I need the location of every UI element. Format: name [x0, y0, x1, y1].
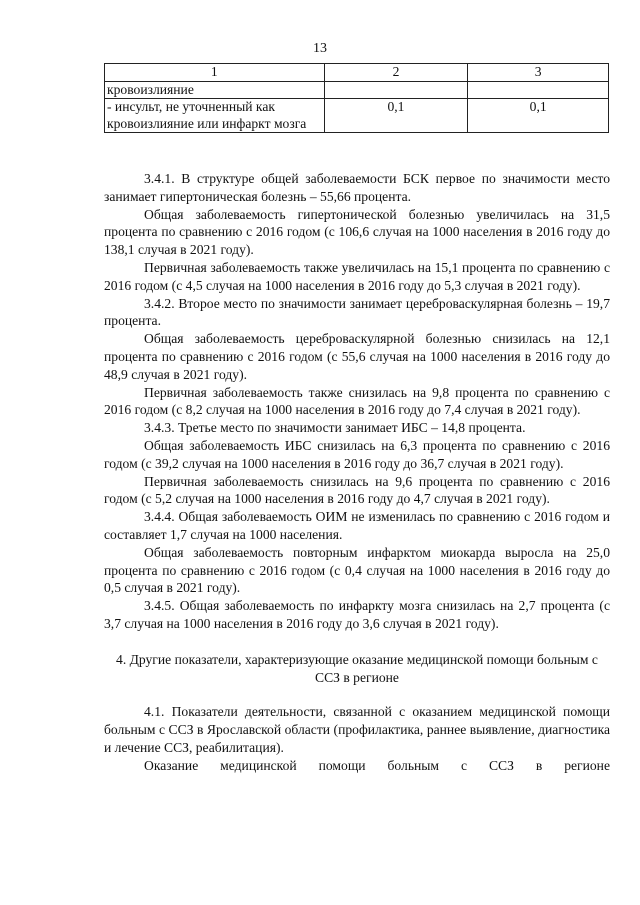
table-header-cell: 2: [324, 64, 468, 82]
table-header-cell: 3: [468, 64, 609, 82]
paragraph: 3.4.5. Общая заболеваемость по инфаркту мозга снизилась на 2,7 процента (с 3,7 случая на 1000 населения в 2016 году до 3,6 случая в 2021 году).: [104, 598, 610, 631]
continued-table: [104, 63, 609, 133]
section-heading: 4. Другие показатели, характеризующие оказание медицинской помощи больным с ССЗ в регионе: [116, 651, 598, 685]
table-cell: кровоизлияние: [105, 81, 325, 99]
paragraph: 3.4.3. Третье место по значимости занимает ИБС – 14,8 процента.: [144, 420, 526, 436]
paragraph: Общая заболеваемость гипертонической болезнью увеличилась на 31,5 процента по сравнению с 2016 годом (с 106,6 случая на 1000 населения в 2016 году до 138,1 случая в 2021 году).: [104, 206, 610, 258]
paragraph: Общая заболеваемость ИБС снизилась на 6,3 процента по сравнению с 2016 годом (с 39,2 случая на 1000 населения в 2016 году до 36,7 случая в 2021 году).: [104, 437, 610, 471]
table-header-cell: 1: [105, 64, 325, 82]
paragraph: Общая заболеваемость повторным инфарктом миокарда выросла на 25,0 процента по сравнению с 2016 годом (с 0,4 случая на 1000 населения в 2016 году до 0,5 случая в 2021 году).: [104, 544, 610, 596]
table-header-row: [105, 64, 609, 82]
paragraph: 4.1. Показатели деятельности, связанной с оказанием медицинской помощи больным с ССЗ в Ярославской области (профилактика, раннее выявление, диагностика и лечение ССЗ, реабилитация).: [104, 704, 610, 755]
paragraph: Первичная заболеваемость также снизилась на 9,8 процента по сравнению с 2016 годом (с 8,2 случая на 1000 населения в 2016 году до 7,4 случая в 2021 году).: [104, 384, 610, 418]
table-cell: 0,1: [468, 99, 609, 133]
paragraph: Первичная заболеваемость также увеличилась на 15,1 процента по сравнению с 2016 годом (с 4,5 случая на 1000 населения в 2016 году до 5,3 случая в 2021 году).: [104, 259, 610, 293]
paragraph: 3.4.2. Второе место по значимости занимает цереброваскулярная болезнь – 19,7 процента.: [104, 295, 610, 329]
table-row: [105, 81, 609, 99]
paragraph: Общая заболеваемость цереброваскулярной болезнью снизилась на 12,1 процента по сравнению с 2016 годом (с 55,6 случая на 1000 населения в 2016 году до 48,9 случая в 2021 году).: [104, 331, 610, 382]
paragraph: 3.4.1. В структуре общей заболеваемости БСК первое по значимости место занимает гипертоническая болезнь – 55,66 процента.: [104, 171, 610, 204]
document-body: [104, 170, 610, 775]
page-number: 13: [313, 41, 327, 56]
table-cell: - инсульт, не уточненный как кровоизлияние или инфаркт мозга: [105, 99, 325, 133]
table-cell: 0,1: [324, 99, 468, 133]
table-row: [105, 99, 609, 133]
paragraph: Первичная заболеваемость снизилась на 9,6 процента по сравнению с 2016 годом (с 5,2 случая на 1000 населения в 2016 году до 4,7 случая в 2021 году).: [104, 473, 610, 507]
paragraph: Оказание медицинской помощи больным с ССЗ в регионе: [144, 757, 610, 773]
table-cell: [468, 81, 609, 99]
paragraph: 3.4.4. Общая заболеваемость ОИМ не изменилась по сравнению с 2016 годом и составляет 1,7 случая на 1000 населения.: [104, 509, 610, 542]
table-cell: [324, 81, 468, 99]
